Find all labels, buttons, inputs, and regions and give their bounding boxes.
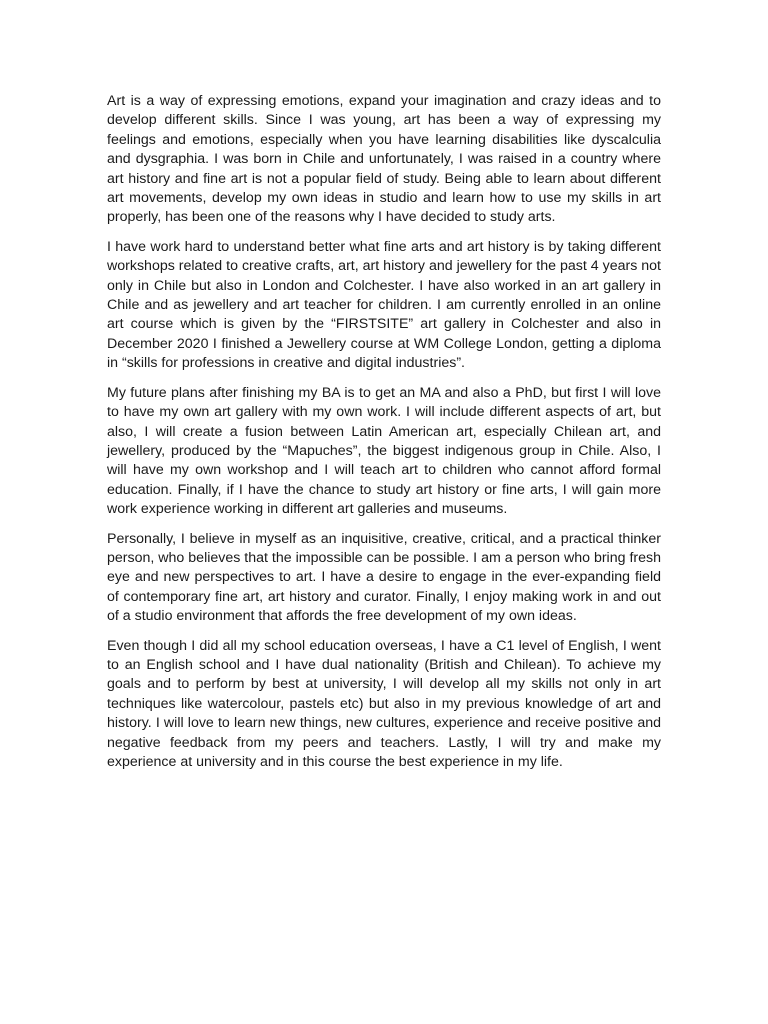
paragraph-5: Even though I did all my school education overseas, I have a C1 level of English, I went to an English school and I have dual nationality (British and Chilean). To achieve my goals and to perform by best at university, I will develop all my skills not only in art techniques like watercolour, pastels etc) but also in my previous knowledge of art and history. I will love to learn new things, new cultures, experience and receive positive and negative feedback from my peers and teachers. Lastly, I will try and make my experience at university and in this course the best experience in my life.: [107, 637, 661, 770]
paragraph-4: Personally, I believe in myself as an inquisitive, creative, critical, and a practical thinker person, who believes that the impossible can be possible. I am a person who bring fresh eye and new perspectives to art. I have a desire to engage in the ever-expanding field of contemporary fine art, art history and curator. Finally, I enjoy making work in and out of a studio environment that affords the free development of my own ideas.: [107, 530, 661, 625]
paragraph-1: Art is a way of expressing emotions, expand your imagination and crazy ideas and to develop different skills. Since I was young, art has been a way of expressing my feelings and emotions, especially when you have learning disabilities like dyscalculia and dysgraphia. I was born in Chile and unfortunately, I was raised in a country where art history and fine art is not a popular field of study. Being able to learn about different art movements, develop my own ideas in studio and learn how to use my skills in art properly, has been one of the reasons why I have decided to study arts.: [107, 93, 661, 226]
document-body: [107, 92, 661, 782]
paragraph-2: I have work hard to understand better what fine arts and art history is by taking different workshops related to creative crafts, art, art history and jewellery for the past 4 years not only in Chile but also in London and Colchester. I have also worked in an art gallery in Chile and as jewellery and art teacher for children. I am currently enrolled in an online art course which is given by the “FIRSTSITE” art gallery in Colchester and also in December 2020 I finished a Jewellery course at WM College London, getting a diploma in “skills for professions in creative and digital industries”.: [107, 238, 661, 372]
paragraph-3: My future plans after finishing my BA is to get an MA and also a PhD, but first I will love to have my own art gallery with my own work. I will include different aspects of art, but also, I will create a fusion between Latin American art, especially Chilean art, and jewellery, produced by the “Mapuches”, the biggest indigenous group in Chile. Also, I will have my own workshop and I will teach art to children who cannot afford formal education. Finally, if I have the chance to study art history or fine arts, I will gain more work experience working in different art galleries and museums.: [107, 384, 661, 518]
